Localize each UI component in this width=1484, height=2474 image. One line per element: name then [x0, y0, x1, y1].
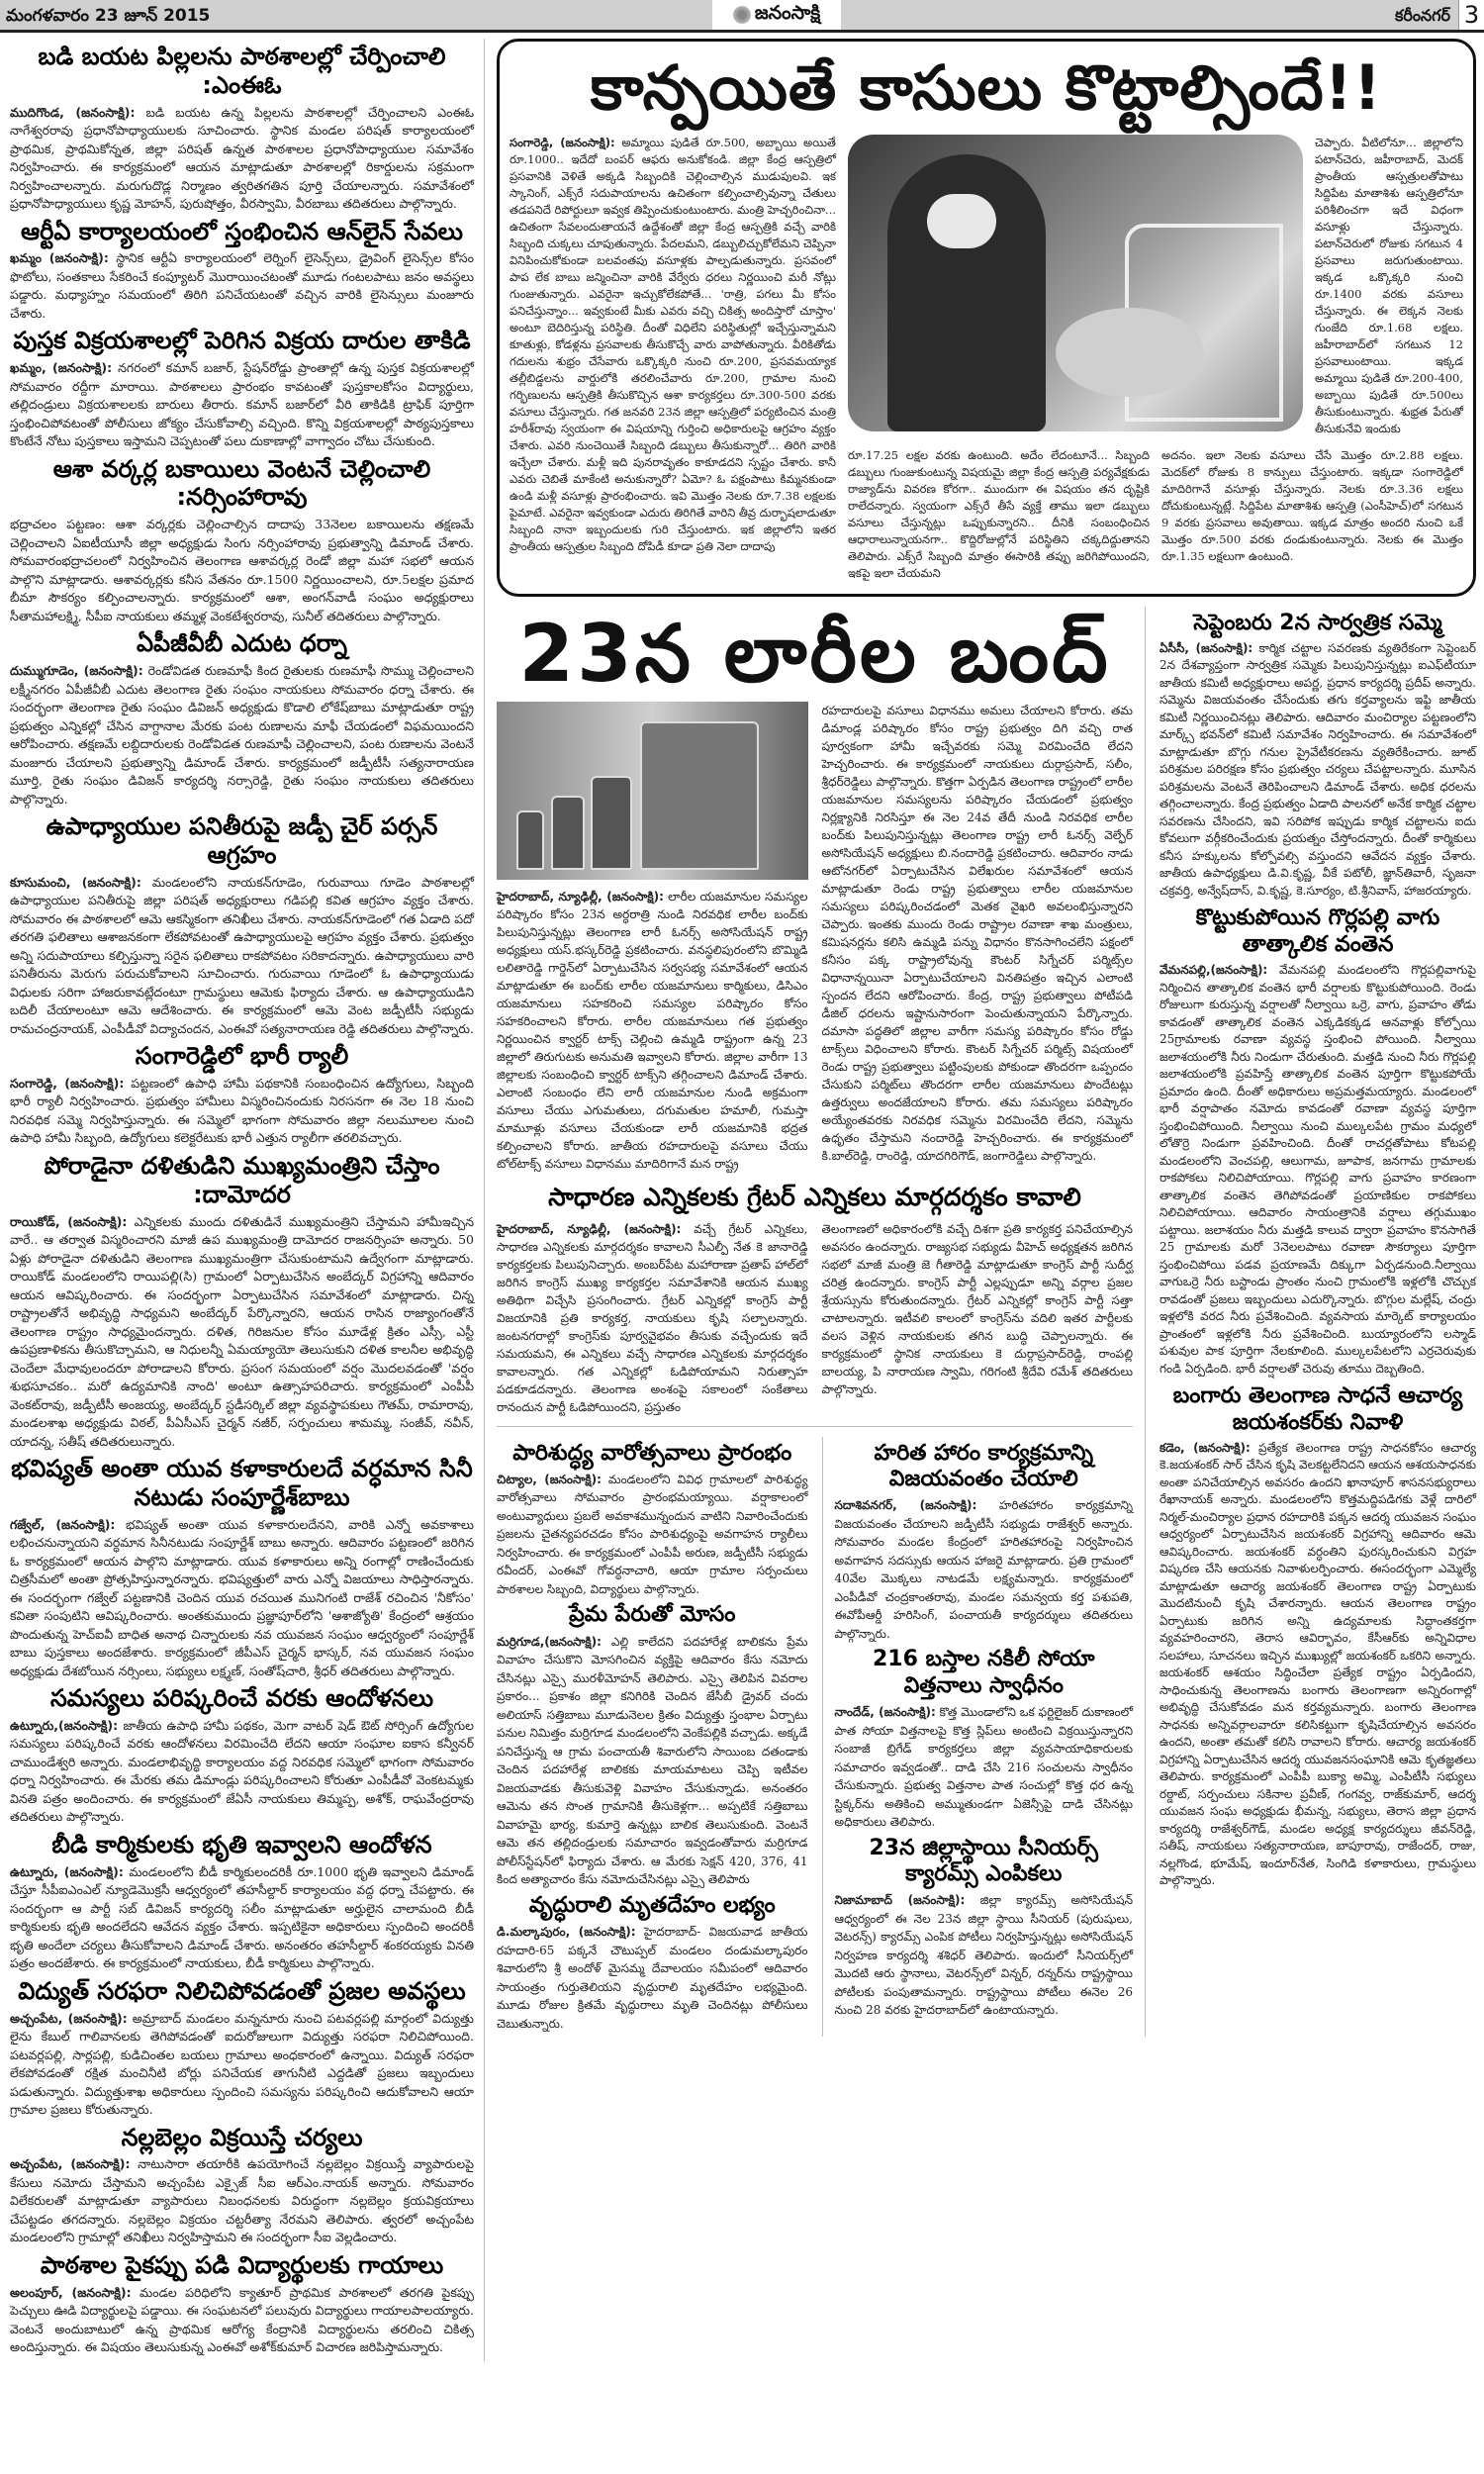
lower-left-area — [497, 607, 1146, 2038]
story-text: హైదరాబాద్- విజయవాడ జాతీయ రహదారి-65 పక్కనే చౌటుప్పల్ మండలం దండుమల్కాపురం శివారులోని శ్రీ అందోళ్ మైసమ్మ దేవాలయం సమీపంలో ఆదివారం సాయంత్రం గుర్తుతెలియని వృద్ధురాలి మృతదేహం లభ్యమైంది. మూడు రోజుల క్రితమే వృద్ధురాలు మృతి చెందినట్లు పోలీసులు చెబుతున్నారు. — [497, 1925, 808, 2031]
lead-photo — [848, 135, 1303, 431]
story-dateline: నిజామాబాద్ (జనంసాక్షి): — [834, 1893, 966, 1908]
lorry-text-1: లారీల యజమానుల సమస్యల పరిష్కారం కోసం 23న అర్ధరాత్రి నుండి నిరవధిక లారీల బంద్‌కు పిలుపునిస్తున్నట్లు తెలంగాణ లారీ ఓనర్స్ అసోసియేషన్ రాష్ట్ర అధ్యక్షులు యస్.భస్కర్‌రెడ్డి ప్రకటించారు. వనస్థలిపురంలోని బొమ్మిడి లలితారెడ్డి గార్డెన్‌లో ఏర్పాటుచేసిన సర్వసభ్య సమావేశంలో ఆయన మాట్లాడుతూ ఈ బంద్‌కు లారీల యజమానులు కార్మికులు, డిసిఎం యజమానులు సహకరించి సమస్యల పరిష్కారం కోసం సహకరించాలని కోరారు. లారీల యజమానులు గత ప్రభుత్వం నిర్ణయించిన క్వార్టర్ టాక్స్ చెల్లించి ఉమ్మడి రాష్ట్రంగా ఉన్న 23 జిల్లాలో తిరుగుటకు అనుమతి ఇవ్వాలని కోరారు. జిల్లాల వారీగా 13 జిల్లాలకు సంబంధించి క్వార్టర్ టాక్స్‌ని తగ్గించాలని డిమాండ్ చేశారు. ఎలాంటి సంబంధం లేని లారీ యజమానుల నుండి అక్రమంగా వసూలు చేయు ఎగుమతులు, దగుమతుల హమాలీ, గుమస్తా మామూళ్లు వసూలు చేయకుండా లారీ యజమానికి భద్రత కల్పించాలని కోరారు. జాతీయ రహదారులపై వసూలు చేయు టోల్‌టాక్స్ వసూలు విధానము మాదిరిగానే మన రాష్ట్ర — [497, 889, 808, 1171]
story-text: హరితహారం కార్యక్రమాన్ని విజయవంతం చేయాలని జడ్పీటీసీ సభ్యుడు రాజేశ్వర్ అన్నారు. సోమవారం మండల కేంద్రంలో హరితహారంపై నిర్వహించిన అవగాహన సదస్సుకు ఆయన హాజరై మాట్లాడారు. ప్రతి గ్రామంలో 40వేల మొక్కలు నాటడమే లక్ష్యమన్నారు. కార్యక్రమంలో ఎంపీడీవో చంద్రకాంతరావు, మండల సమన్వయ కర్త పశుపతి, ఈవోపీఆర్డీ హరిసింగ్, పంచాయతీ కార్యదర్శులు తదితరులు పాల్గొన్నారు. — [834, 1498, 1133, 1641]
greater-text-2: తెలంగాణలో అధికారంలోకి వచ్చే దిశగా ప్రతి కార్యకర్త పనిచేయాల్సిన అవసరం ఉందన్నారు. రాజ్యసభ సభ్యుడు వీహెచ్ అధ్యక్షతన జరిగిన సభలో మాజీ మంత్రి జె గీతారెడ్డి మాట్లాడుతూ కాంగ్రెస్ పార్టీ సుదీర్ఘ చరిత్ర ఉందన్నారు. కాంగ్రెస్ పార్టీ ఎల్లప్పుడూ అన్ని వర్గాల ప్రజల శ్రేయస్సును కోరుతుందన్నారు. గ్రేటర్ ఎన్నికల్లో కాంగ్రెస్ పార్టీ సత్తా చాటాలన్నారు. ఇటీవలి కాలంలో కాంగ్రెస్‌ను వదిలి ఇతర పార్టీలకు వలస వెళ్లిన నాయకులకు తగిన బుద్ధి చెప్పాలన్నారు. ఈ కార్యక్రమంలో స్థానిక నాయకులు కె దుర్గాప్రసాద్‌రెడ్డి, రాంపల్లి బాలయ్య, పి నారాయణ స్వామి, గరిగంటి శ్రీదేవి రమేశ్ తదితరులు పాల్గొన్నారు. — [821, 1221, 1133, 1396]
story-text: కార్మిక చట్టాల సవరణకు వ్యతిరేకంగా సెప్టెంబర్ 2న దేశవ్యాప్తంగా సార్వత్రిక సమ్మెకు పిలుపునిస్తున్నట్లు ఐఎఫ్‌టీయూ జాతీయ కమిటీ అధ్యక్షురాలు అపర్ణ, ప్రధాన కార్యదర్శి ప్రదీప్ అన్నారు. సమ్మెను విజయవంతం చేసేందుకు తగు కర్తవ్యాలను ఇఫ్టి జాతీయ కమిటీ నిర్ణయించినట్లు తెలిపారు. ఆదివారం మంచిర్యాల పట్టణంలోని మార్క్స్ భవన్‌లో కమిటీ సమావేశం నిర్వహించారు. ఈ సమావేశంలో మాట్లాడుతూ బొగ్గు గనుల ప్రైవేటీకరణను వ్యతిరేకించారు. జూట్ పరిశ్రమల పరిరక్షణ కోసం ప్రభుత్వం చర్యలు చేపట్టాలన్నారు. మూసిన పరిశ్రమలను వెంటనే తెరిపించాలని డిమాండ్ చేశారు. అధిక ధరలను తగ్గించాలన్నారు. కేంద్ర ప్రభుత్వం ఏడాది పాలనలో అనేక కార్మిక చట్టాల సవరణను చేసిందని, ఇవి సరిపోక ఇప్పుడు కార్మిక చట్టాలను ఐదు కోవలుగా వర్గీకరించేందుకు ప్రయత్నం చేస్తోందన్నారు. దీంతో కార్మికులు కనీస హక్కులను కోల్పోవల్సి వస్తుందని ఆవేదన వ్యక్తం చేశారు. జాతీయ ఉపాధ్యక్షులు డి.వి.కృష్ణ, వీకే పటోలీ, జ్ఞాన్‌తివారీ, సృజనా చక్రవర్తి, అన్వేష్‌దాస్, వి.కృష్ణ, కె.సూర్యం, టి.శ్రీనివాస్, హాజరయ్యారు. — [1159, 640, 1476, 898]
masthead — [712, 0, 841, 30]
story-headline: సెప్టెంబరు 2న సార్వత్రిక సమ్మె — [1193, 610, 1442, 635]
mini-columns — [497, 1437, 1133, 2038]
face-mask — [927, 194, 996, 248]
news-story — [10, 1977, 474, 2120]
lead-text-4: అదనం. ఇలా నెలకు వసూలు చేసే మొత్తం రూ.2.88 లక్షలు. మెదక్‌లో రోజుకు 8 కాన్పులు చేస్తుంటారు. ఇక్కడా సంగారెడ్డిలో మాదిరిగానే వసూళ్లు చేస్తున్నారు. నెలకు రూ.3.36 లక్షలు దోచుకుంటున్నట్లే. సిద్దిపేట మాతాశిశు ఆస్పత్రి (ఎంసీహెచ్)లో సగటున 9 వరకు ప్రసవాలు అవుతాయి. ఇక్కడ మాత్రం అందరి నుంచి ఒకే మొత్తం రూ.500 వరకు దండుకుంటున్నారు. నెలకు ఈ మొత్తం రూ.1.35 లక్షలుగా ఉంటుంది. — [1161, 447, 1463, 563]
lorry-headline: 23న లారీల బంద్ — [518, 607, 1111, 700]
story-dateline: సంగారెడ్డి, (జనంసాక్షి): — [10, 1075, 125, 1091]
news-story — [835, 1441, 1134, 1644]
story-text: రెండోవిడత రుణమాఫీ కింద రైతులకు రుణమాఫీ సొమ్ము చెల్లించాలని లక్ష్మీనగరం ఏపీజీవీబీ ఎదుట తెలంగాణ రైతు సంఘం నాయకులు సోమవారం ధర్నా చేశారు. ఈ సందర్భంగా తెలంగాణ రైతు సంఘం డివిజన్ అధ్యక్షుడు కొడాలి లోకేష్‌బాబు మాట్లాడుతూ రాష్ట్ర ప్రభుత్వం ఎన్నికల్లో చేసిన వాగ్దానాల మేరకు పంట రుణాలను మాఫీ చేయడంలో విఫమయిందని ఆరోపించారు. తక్షణమే లబ్దిదారులకు రెండోవిడత రుణమాఫీ చెల్లించాలని, పంట రుణాలను వెంటనే మంజూరు చేయాలని ప్రభుత్వాన్ని డిమాండ్ చేశారు. కార్యక్రమంలో జడ్పీటీసీ సత్యనారాయణ మూర్తి, రైతు సంఘం డివిజన్ కార్యదర్శి నర్సారెడ్డి, రైతు సంఘం నాయకులు తదితరులు పాల్గొన్నారు. — [10, 663, 474, 807]
truck-shape — [640, 721, 759, 870]
page-number: 3 — [1458, 0, 1484, 30]
lead-story-col-1 — [510, 135, 836, 582]
mini-column-2 — [822, 1437, 1134, 2038]
story-body — [10, 1075, 474, 1148]
story-body — [10, 2155, 474, 2247]
story-text: జాతీయ ఉపాధి హామీ పథకం, మెగా వాటర్ షెడ్ ఔట్ సోర్సింగ్ ఉద్యోగుల సమస్యలు పరిష్కరించే వరకు ఆందోళనలు విరమించేది లేదని ఆయా సంఘాల ఐకాస కన్వీనర్ చాముండేశ్వరి అన్నారు. మండలాభివృద్ధి కార్యాలయం వద్ద నిరవధిక సమ్మెలో భాగంగా సోమవారం ధర్నా నిర్వహించారు. ఈ మేరకు తమ డిమాండ్లు పరిష్కరించాలని కోరుతూ ఎంపీడీవో వెంకటమ్మకు వినతి పత్రం అందించారు. ఈ కార్యక్రమంలో జేఏసీ నాయకులు తిమ్మప్ప, అశోక్, రాఘవేంద్రరావు తదితరులు పాల్గొన్నారు. — [10, 1717, 474, 1825]
lorry-story — [497, 607, 1133, 1173]
story-body — [497, 1923, 808, 2033]
page-body — [0, 33, 1484, 2381]
news-story — [10, 1455, 474, 1680]
story-headline: 216 బస్తాల నకిలీ సోయా విత్తనాలు స్వాధీనం — [873, 1647, 1095, 1698]
greater-story — [497, 1183, 1133, 1416]
story-dateline: రాయికోడ్, (జనంసాక్షి): — [10, 1213, 128, 1229]
lower-area — [497, 607, 1476, 2038]
story-dateline: కడెం, (జనంసాక్షి): — [1159, 1440, 1251, 1455]
story-body — [10, 2010, 474, 2120]
story-text: భద్రాచలం పట్టణం: ఆశా వర్కర్లకు చెల్లించాల్సిన దాదాపు 33నెలల బకాయిలను తక్షణమే చెల్లించాలని ఏఐటీయూసీ జిల్లా అధ్యక్షుడు సింగు నర్సింహారావు ప్రభుత్వాన్ని డిమాండ్ చేశారు. సోమవారంభద్రాచలంలో నిర్వహించిన తెలంగాణ ఆశావర్కర్ల రెండో జిల్లా మహా సభలో ఆయన పాల్గొని మాట్లాడారు. ఆశావర్కర్లకు కనీస వేతనం రూ.1500 నిర్ణయించాలని, రూ.5లక్షల ప్రమాద బీమా సౌకర్యం కల్పించాలన్నారు. కార్యక్రమంలో ఆశా, అంగన్‌వాడీ సంఘం అధ్యక్షురాలు సీతామహాలక్ష్మి, సీపీఐ నాయకులు తమ్మళ్ల వెంకటేశ్వరరావు, సునీల్ తదితరులు పాల్గొన్నారు. — [10, 517, 474, 623]
left-column — [10, 39, 485, 2361]
news-story — [10, 629, 474, 809]
story-headline: బంగారు తెలంగాణ సాధనే ఆచార్య జయశంకర్‌కు నివాళి — [1172, 1383, 1463, 1435]
story-body — [1159, 962, 1476, 1378]
greater-text-1: వచ్చే గ్రేటర్ ఎన్నికలు, సాధారణ ఎన్నికలకు మార్గదర్శకం కావాలని సీఎల్పీ నేత కె జానారెడ్డి కార్యకర్తలకు పిలుపునిచ్చారు. అంబర్‌పేట మహారాణా ప్రతాప్ హాల్‌లో జరిగిన కాంగ్రెస్ ముఖ్య కార్యకర్తల సమావేశానికి ఆయన ముఖ్య అతిథిగా విచ్చేసి ప్రసంగించారు. గ్రేటర్ ఎన్నికల్లో కాంగ్రెస్ పార్టీ విజయానికి ప్రతి కార్యకర్త, నాయకులు కృషి సల్పాలన్నారు. జంటనగరాల్లో కాంగ్రెస్‌కు పూర్వవైభవం తీసుకు వచ్చేందుకు ఇదే సమయమని, ఈ ఎన్నికలు వచ్చే సాధారణ ఎన్నికలకు మార్గదర్శకం కావాలన్నారు. గత ఎన్నికల్లో ఓడిపోయామని నిరుత్సాహ పడకూడదన్నారు. తెలంగాణ అంశంపై సకాలంలో సంకేతాలు రానందున పార్టీ ఓడిపోయిందని, ప్రస్తుతం — [497, 1221, 808, 1414]
story-dateline: గజ్వేల్, (జనంసాక్షి): — [10, 1516, 116, 1532]
truck-shape — [516, 810, 544, 870]
story-text: వేమనపల్లి మండలంలోని గొర్లపల్లివాగుపై నిర్మించిన తాత్కాలిక వంతెన భారీ వర్షాలకు కొట్టుకుపోయింది. రెండు రోజులుగా కురుస్తున్న వర్షాలతో నీల్వాయి ఒర్రె, వాగు, ప్రవాహం తోడు కావడంతో తాత్కాలిక వంతెన ఎక్కడికక్కడ ఆనవాళ్లు కోల్పోయి 25గ్రామాలకు రవాణా వ్యవస్థ స్తంభించి పోయింది. నీల్వాయి జలాశయంలోకి నీరు నిండుగా చేరుతుంది. మత్తడి నుంచి నీరు గొర్లపల్లి జలాశయంలోకి ప్రవహిస్తే తాత్కాలిక వంతెన పూర్తిగా కొట్టుకపోయే ప్రమాదం ఉంది. దీంతో అధికారులు అప్రమత్తమయ్యారు. మండలంలో భారీ వర్షాపాతం నమోదు కావడంతో రవాణా వ్యవస్థ పూర్తిగా స్తంభించిపోయింది. నీల్వాయి నుంచి ముల్కలపేట గ్రామం మధ్యలో లోతొర్రె నిండుగా ప్రవహించింది. దీంతో రాచర్లతోపాటు కోటపల్లి మండలంలోని వెంచపల్లి, ఆలుగామ, జూపాక, జనగామ గ్రామాలకు రాకపోకలు నిలిచిపోయాయి. గొర్లపల్లి వాగు ప్రవాహం కారణంగా తాత్కాలిక వంతెన తెగిపోవడంతో ప్రయాణికుల రాకపోకలు నిలిచిపోయాయి. ఆదివారం సాయంత్రానికి వర్షాలు తగ్గుముఖం పట్టాయి. జలాశయం నీరు మత్తడి కాలువ ద్వారా ప్రవాహం కొనసాగితే 25 గ్రామాలకు మరో 3నెలలపాటు రవాణా సౌకర్యాలు పూర్తిగా స్తంభించిపోయి పడవ ప్రయాణమే దిక్కుగా ఏర్పడనుంది.నీల్వాయి వాగుఒర్రె నీరు బస్టాండు ప్రాంతం నుంచి గ్రామంలోకి ఇళ్లలోకి చొచ్చుక రావడంతో ప్రజలు ఇబ్బందులు ఎదుర్కొన్నారు. బొగ్గుల మల్లేష్, చంద్రు ఇళ్లలోకి వరద నీరు ప్రవేశించింది. వ్యవసాయ మార్కెట్ కార్యాలయం ప్రాంతంలో ఇళ్లలోకి నీరు ప్రవేశించింది. బుయ్యారంలోని లస్మాడ్ పశువుల పాక పూర్తిగా నేలకూలింది. ముల్కలపేటలోని ఎర్రచెరువుకు గండి ఏర్పడింది. భారీ వర్షాలతో చెరువు తూము దెబ్బతింది. — [1159, 963, 1476, 1376]
lead-headline: కాన్పయితే కాసులు కొట్టాల్సిందే!! — [590, 51, 1383, 124]
news-story — [10, 812, 474, 1038]
story-headline: బడి బయట పిల్లలను పాఠశాలల్లో చేర్పించాలి :ఎంఈఓ — [38, 43, 446, 99]
story-text: కొత్త మొండాలోని ఒక ఫర్టిలైజర్ దుకాణంలో పాత సోయా విత్తనాలపై కొత్త స్లిప్‌లు అంటించి విక్రయిస్తున్నారని సంబాజీ బ్రిగేడ్ కార్యకర్తలు జిల్లా వ్యవసాయాధికారులకు సమాచారం ఇవ్వడంతో.. దాడి చేసి 216 సంచులను స్వాధీనం చేసుకున్నారు. ప్రభుత్వ విత్తనాల పాత సంచుల్లో కొత్త ధర ఉన్న స్టిక్కర్‌ను అతికించి అమ్ముతుండగా ఏజెన్సీపై దాడి చేసినట్లు అధికారులు తెలిపారు. — [834, 1705, 1133, 1830]
lead-story-top — [848, 135, 1463, 437]
story-text: బడి బయట ఉన్న పిల్లలను పాఠశాలల్లో చేర్పించాలని ఎంఈఓ నాగేశ్వరరావు ప్రధానోపాధ్యాయులకు సూచించారు. స్థానిక మండల పరిషత్ కార్యాలయంలో ప్రాథమిక, ప్రాథమికోన్నత, జిల్లా పరిషత్ ఉన్నత పాఠశాలల ప్రధానోపాధ్యాయుల సమావేశం నిర్వహించారు. ఈ కార్యక్రమంలో ఆయన మాట్లాడుతూ పాఠశాలల్లో రికార్డులను సక్రమంగా నిర్వహించాలన్నారు. మరుగుదొడ్ల నిర్మాణం త్వరితగతిన పూర్తి చేయాలన్నారు. సమావేశంలో ప్రధానోపాధ్యాయులు కృష్ణ మోహన్, పురుషోత్తం, వీరస్వామి, వీరబాబు తదితరులు పాల్గొన్నారు. — [10, 104, 475, 212]
lorry-story-grid — [497, 702, 1133, 1173]
news-story — [497, 1441, 808, 1599]
news-story — [10, 1042, 474, 1148]
news-story — [1159, 611, 1476, 901]
story-dateline: కూసుమంచి, (జనంసాక్షి): — [10, 874, 141, 890]
story-headline: ప్రేమ పేరుతో మోసం — [569, 1602, 736, 1628]
story-headline: పాఠశాల పైకప్పు పడి విద్యార్థులకు గాయాలు — [40, 2250, 444, 2279]
story-dateline: అచ్చంపేట, (జనంసాక్షి): — [10, 2156, 131, 2172]
story-headline: పుస్తక విక్రయశాలల్లో పెరిగిన విక్రయ దారుల తాకిడి — [13, 327, 471, 355]
story-dateline: ఖమ్మం (జనంసాక్షి): — [10, 250, 109, 266]
story-dateline: ఖమ్మం, (జనంసాక్షి): — [10, 360, 113, 376]
story-body — [10, 2284, 474, 2357]
story-body — [497, 1633, 808, 1889]
mini-column-1 — [497, 1437, 808, 2038]
truck-shape — [591, 776, 632, 870]
news-story — [10, 218, 474, 324]
lead-story-col-4 — [1161, 447, 1463, 582]
lorry-story-col-1 — [497, 702, 808, 1173]
main-area — [485, 39, 1476, 2037]
story-body — [10, 359, 474, 451]
story-dateline: దుమ్ముగూడెం, (జనంసాక్షి): — [10, 663, 143, 679]
story-dateline: వేమనపల్లి,(జనంసాక్షి): — [1159, 963, 1268, 978]
story-headline: పోరాడైనా దళితుడిని ముఖ్యమంత్రిని చేస్తాం :దామోదర — [44, 1151, 440, 1208]
story-headline: ఉపాధ్యాయుల పనితీరుపై జడ్పీ చైర్ పర్సన్ ఆగ్రహం — [46, 812, 438, 869]
story-text: మండలంలోని వివిధ గ్రామాలలో పారిశుద్ధ్య వారోత్సవాలు సోమవారం ప్రారంభమయ్యాయి. వర్షాకాలంలో అంటువ్యాధులు ప్రబలే అవకాశమున్నందున వాటిని నివారించేందుకు ప్రజలను చైతన్యపరచడం కోసం పారిశుధ్యంపై అవగాహన ర్యాలీలు నిర్వహించారు. ఈ కార్యక్రమంలో ఎంపీపీ అరుణ, జడ్పీటీసీ సభ్యుడు రవీందర్, ఎంఈవో గోవర్ధనాచారి, ఆయా గ్రామాల సర్పంచులు పాఠశాలల సిబ్బంది, విద్యార్థులు పాల్గొన్నారు. — [497, 1472, 808, 1596]
story-body — [10, 104, 474, 214]
story-body — [10, 249, 474, 323]
news-story — [10, 2251, 474, 2357]
story-headline: విద్యుత్ సరఫరా నిలిచిపోవడంతో ప్రజల అవస్థలు — [18, 1976, 466, 2005]
lead-story-right — [848, 135, 1463, 582]
story-body — [10, 874, 474, 1039]
lead-text-3: చెప్పారు. వీటిలోనూ... జిల్లాలోని పటాన్‌చెరు, జహీరాబాద్, మెదక్ ప్రాంతీయ ఆస్పత్రులతోపాటు సిద్దిపేట మాతాశిశు ఆస్పత్రిలోనూ పరిశీలించగా ఇదే విధంగా వసూళ్లు చేస్తున్నారు. పటాన్‌చెరులో రోజుకు సగటున 4 ప్రసవాలు జరుగుతుంటాయి. ఇక్కడ ఒక్కొక్కరి నుంచి రూ.1400 వరకు వసూలు చేస్తున్నారు. ఈ లెక్కన నెలకు గుంజేది రూ.1.68 లక్షలు. జహీరాబాద్‌లో సగటున 12 ప్రసవాలుంటాయి. ఇక్కడ అమ్మాయి పుడితే రూ.200-400, అబ్బాయి పుడితే రూ.500లు తీసుకుంటున్నారు. శుభ్రత పేరుతో తీసుకునేవి ఇందుకు — [1315, 135, 1463, 435]
story-body — [10, 1717, 474, 1827]
greater-headline — [497, 1183, 1133, 1212]
story-headline: సంగారెడ్డిలో భారీ ర్యాలీ — [135, 1042, 349, 1071]
masthead-logo-icon — [733, 6, 751, 24]
story-body — [10, 516, 474, 625]
story-body — [835, 1891, 1134, 2020]
page-header — [0, 0, 1484, 33]
news-story — [10, 1831, 474, 1973]
story-dateline: ముదిగొండ, (జనంసాక్షి): — [10, 104, 136, 120]
story-headline: ఏపీజీవీబీ ఎదుట ధర్నా — [136, 629, 347, 658]
truck-shape — [551, 796, 585, 870]
news-story — [497, 1893, 808, 2033]
story-text: ఎల్లి కాలేదని పదహారేళ్ల బాలికను ప్రేమ వివాహం చేసుకొని మోసగించిన వ్యక్తిపై ఆదివారం కేసు నమోదు చేసినట్లు ఎస్సై మురళీమోహన్ తెలిపారు. ఎస్సై తెలిపిన వివరాల ప్రకారం... ప్రకాశం జిల్లా కనిగిరికి చెందిన జేసీబీ డ్రైవర్ చందు అలియాస్ సత్తిబాబు మూడునెలల క్రితం విద్యుత్తు స్తంభాల ఏర్పాటు పనుల నిమిత్తం మర్రిగూడ మండలంలోని వెంకేపల్లికి వచ్చాడు. అక్కడే పనిచేస్తున్న ఆ గ్రామ పంచాయతీ శివారులోని సాయింబ దతండాకు చెందిన పదహారేళ్ల బాలికకు మాయమాటలు చెప్పి ఇటీవల విజయవాడకు తీసుకువెళ్లి వివాహం చేసుకున్నాడు. అనంతరం ఆమెను తన సొంత గ్రామానికి తీసుకెళ్లగా... అప్పటికే సత్తిబాబు వివాహమై భార్య, కుమార్తె ఉన్నట్లు బాలిక తెలుసుకుంది. వెంటనే ఆమె తన తల్లిదండ్రులకు సమాచారం ఇవ్వడంతోవారు మర్రిగూడ పోలీస్‌స్టేషన్‌లో ఫిర్యాదు చేశారు. ఆ మేరకు సెక్షన్ 420, 376, 41 కింద అత్యాచారం కేసు నమోదుచేసినట్లు ఎస్సై తెలిపారు — [497, 1634, 808, 1887]
story-headline: బీడి కార్మికులకు భృతి ఇవ్వాలని ఆందోళన — [51, 1830, 432, 1858]
greater-headline-text: సాధారణ ఎన్నికలకు గ్రేటర్ ఎన్నికలు మార్గదర్శకం కావాలి — [548, 1182, 1081, 1211]
story-body — [1159, 640, 1476, 901]
story-text: మండల పరిధిలోని క్యాతూర్ ప్రాథమిక పాఠశాలలో తరగతి పైకప్పు పెచ్చులు ఊడి విద్యార్థులపై పడ్డాయి. ఈ సంఘటనలో పలువురు విద్యార్థులు గాయాలపాలయ్యారు. వెంటనే అందుబాటులో ఉన్న ప్రాథమిక ఆరోగ్య కేంద్రానికి విద్యార్థులను తరలించి చికిత్స అందిస్తున్నారు. ఈ విషయం తెలుసుకున్న ఎంఈవో అశోక్‌కుమార్ విచారణ జరిపిస్తామన్నారు. — [10, 2284, 474, 2355]
story-dateline: డి.మల్కాపురం, (జనంసాక్షి): — [497, 1925, 636, 1940]
news-story — [497, 1602, 808, 1888]
story-dateline: ఏసీసీ, (జనంసాక్షి): — [1159, 640, 1253, 655]
story-body — [497, 1471, 808, 1599]
story-headline: వృద్ధురాలి మృతదేహం లభ్యం — [528, 1892, 776, 1918]
newborn — [1056, 308, 1204, 397]
story-body — [835, 1703, 1134, 1832]
story-text: ప్రత్యేక తెలంగాణ రాష్ట్ర సాధనకోసం ఆచార్య కె.జయశంకర్ సార్ చేసిన కృషి వెలకట్టలేనిదని ఆయన ఆశయసాధనకు అంతా పనిచేయాల్సిన అవసరం ఉందని ఖానాపూర్ శాసనసభ్యురాలు రేఖానాయక్ అన్నారు. మండలంలోని కొత్తమద్దిపడిగకు వెళ్లే దారిలో నిర్మల్-మంచిర్యాల ప్రధాన రహదారికి పక్కన ఆదర్శ యువజన సంఘం ఆధ్వర్యంలో ఏర్పాటుచేసిన జయశంకర్ విగ్రహాన్ని ఆదివారం ఆమె ఆవిష్కరించారు. జయశంకర్ వర్ధంతిని పురస్కరించుకుని విగ్రహ విష్కరణ చేసి ఆయనకు నివాళులర్పించారు. ఈసందర్భంగా ఎమ్మెల్యే మాట్లాడుతూ ఆచార్య జయశంకర్ తెలంగాణ రాష్ట్ర ఏర్పాటుకు మొదటినుంచీ కృషి చేశారన్నారు. ఆయన తెలంగాణ రాష్ట్రం ఏర్పాటుకు జరిగిన అన్ని ఉద్యమాలకు సిద్ధాంతకర్తగా వ్యవహరించారని, తెరాస ఆవిర్భావం, కేసీఆర్‌కు అన్నివిధాల సలహాలు, సూచనలు ఇచ్చిన ముఖ్యుల్లో జయశంకర్ ఒకరిని అన్నారు. జయశంకర్ ఆశయం సిద్ధించేలా ప్రత్యేక రాష్ట్రం ఏర్పడిందని, సాధించుకున్న తెలంగాణను బంగారు తెలంగాణగా అన్నిరంగాల్లో అభివృద్ధి చేసుకోవడం మన కర్తవ్యమన్నారు. బంగారు తెలంగాణ సాధనకు అన్నివర్గాలవారూ కలిసికట్టుగా కృషిచేయాల్సిన అవసరం ఉందని, అంతా తమతో కలిసి రావాలని కోరారు. ఆచార్య జయశంకర్ విగ్రహాన్ని ఏర్పాటుచేసిన ఆదర్శ యువజనసంఘానికి ఆమె కృతజ్ఞతలు తెలిపారు. కార్యక్రమంలో ఎంపీపీ బుక్యా అమ్మి, ఎంపీటీసీ సభ్యులు రఠ్డాట్, సర్పంచులు సకినాల ప్రవీణ్, గంగవ్వ, రాజ్‌కుమార్, ఆదర్శ యువజన సంఘ అధ్యక్షుడు భీమన్న, సభ్యులు, తెరాస జిల్లా ప్రధాన కార్యదర్శి రాజేశ్వర్‌గౌడ్, మండల అధ్యక్ష కార్యదర్శులు జీవన్‌రెడ్డి, సతీష్, నాయకులు సత్యనారాయణ, బాపూరావు, రాజేందర్, రాజు, నల్లగొండ, భూమేష్, ఇందూర్‌నేత, సింగిడి కళాకారులు, గ్రామస్థులు పాల్గొన్నారు. — [1159, 1440, 1476, 1888]
lead-story-box — [497, 39, 1476, 597]
lorry-photo — [497, 702, 808, 880]
story-text: పట్టణంలో ఉపాధి హామీ పథకానికి సంబంధించిన ఉద్యోగులు, సిబ్బంది భారీ ర్యాలీ నిర్వహించారు. ప్రభుత్వం హామీలు విస్మరించినందుకు నిరసనగా ఈ నెల 18 నుంచి నిరవధిక సమ్మె నిర్వహిస్తున్నారు. ఈ సమ్మెలో భాగంగా సోమవారం జిల్లా నలుమూలల నుంచి ఉపాధి హామీ సిబ్బంది, ఉద్యోగులు కలెక్టరేటుకు భారీ ఎత్తున ర్యాలీగా తరలివచ్చారు. — [10, 1075, 474, 1146]
story-body — [1159, 1440, 1476, 1890]
story-dateline: అచ్చంపేట, (జనంసాక్షి): — [10, 2010, 128, 2026]
story-dateline: నాందేడ్, (జనంసాక్షి): — [834, 1705, 936, 1720]
issue-date: మంగళవారం 23 జూన్ 2015 — [6, 6, 211, 26]
lorry-story-col-2 — [822, 702, 1134, 1173]
news-story — [10, 327, 474, 450]
story-headline: 23న జిల్లాస్థాయి సీనియర్స్ క్యారమ్స్ ఎంపికలు — [869, 1835, 1098, 1886]
section-divider — [497, 1426, 1133, 1427]
story-dateline: ఉట్నూరు,(జనంసాక్షి): — [10, 1717, 119, 1733]
story-dateline: మర్రిగూడ,(జనంసాక్షి): — [497, 1634, 602, 1649]
story-text: నాటుసారా తయారీకి ఉపయోగించే నల్లబెల్లం విక్రయిస్తే వ్యాపారులపై కేసులు నమోదు చేస్తామని అచ్చంపేట ఎక్సైజ్ సీఐ ఆర్‌ఎం.నాయక్ అన్నారు. సోమవారం విలేకరులతో మాట్లాడుతూ వ్యాపారులు నిబంధనలకు విరుద్ధంగా నల్లబెల్లం క్రయవిక్రయాలు చేపట్టడం తగదన్నారు. నల్లబెల్లం విక్రయం చట్టరీత్యా నేరమని తెలిపారు. త్వరలో అచ్చంపేట మండలంలోని గ్రామాల్లో తనిఖీలు నిర్వహిస్తామని ఈ సందర్భంగా సీఐ వెల్లడించారు. — [10, 2156, 474, 2245]
masthead-title: జనంసాక్షి — [754, 1, 821, 24]
story-body — [10, 1213, 474, 1452]
story-headline: పారిశుద్ధ్య వారోత్సవాలు ప్రారంభం — [512, 1440, 792, 1466]
story-dateline: అలంపూర్, (జనంసాక్షి): — [10, 2284, 132, 2300]
lead-story-grid — [510, 135, 1463, 582]
lead-text-1: అమ్మాయి పుడితే రూ.500, అబ్బాయి అయితే రూ.1000.. ఇదేదో బంపర్ ఆఫరు అనుకోకండి. జిల్లా కేంద్ర ఆస్పత్రిలో ప్రసవానికి వెళితే అక్కడి సిబ్బందికి చెల్లించాల్సిన ముడుపులవి. ఇక స్కానింగ్, ఎక్స్‌రే సదుపాయాలను ఉచితంగా కల్పించాల్సివున్నా చేతులు తడపనిదే రిపోర్టులూ ఇవ్వక తిప్పించుకుంటుంటారు. మంత్రి హెచ్చరించినా... ఉచితంగా సేవలందుతాయనే ఉద్దేశంతో జిల్లా కేంద్ర ఆస్పత్రికి వచ్చే వారికి సిబ్బంది చుక్కలు చూపుతున్నారు. పేదలమని, డబ్బులిచ్చుకోలేమని చెప్పినా వినిపించుకోకుండా బలవంతపు వసూళ్లకు పాల్పడుతున్నారు. ప్రసవంలో పాప లేక బాబు జన్మించినా వారికి వేర్వేరు ధరలు నిర్ణయించి మరీ నోట్లు గుంజుతున్నారు. ఎవరైనా ఇచ్చుకోలేకపోతే... 'రాత్రి, పగలు మీ కోసం పనిచేస్తున్నాం... ఇవ్వకుంటే మీకు ఎవరు వచ్చి చికిత్స అందిస్తారో చూస్తాం' అంటూ బెదిరిస్తున్న పరిస్థితి. దీంతో విధిలేని పరిస్థితుల్లో ఇచ్చేస్తున్నామని కూతుళ్లు, కోడళ్లను ప్రసవాలకు తీసుకొచ్చే వారు వాపోతున్నారు. వీరికితోడు గదులను శుభ్రం చేసేవారు ఒక్కొక్కరి నుంచి రూ.200, ప్రసవమయ్యాక తల్లీబిడ్డలను వార్డులోకి తరలించేవారు రూ.200, గ్రామాల నుంచి గర్భిణులను ఆస్పత్రికి తీసుకొచ్చిన ఆశా కార్యకర్తలు రూ.300-500 వరకు వసూలు చేస్తున్నారు. గత జనవరి 23న జిల్లా ఆస్పత్రిలో పర్యటించిన మంత్రి హరీశ్‌రావు స్వయంగా ఈ విషయాన్ని గుర్తించి అధికారులపై ఆగ్రహం వ్యక్తం చేశారు. ఎవరి నుంచెయితే సిబ్బంది డబ్బులు తీసుకున్నారో... తిరిగి వారికి ఇచ్చేలా చేశారు. మళ్లీ ఇది పునరావృతం కాకూడదని స్పష్టం చేశారు. కానీ ఎవరు చెబితే మాకేంటి అనుకున్నారో? ఏమో? ఓ పక్షంపాటు కిమ్మనకుండా ఉండి మళ్లీ వసూళ్లు ప్రారంభించారు. ఇవి మొత్తం నెలకు రూ.7.38 లక్షలకు పైమాటే. ఎవరైనా ఇవ్వకుండా ఎదురు తిరిగితే వారిని తీవ్ర దుర్భాషలాడుతూ సిబ్బంది నానా ఇబ్బందులకు గురి చేస్తుంటారు. ఇక జిల్లాలోని ఇతర ప్రాంతీయ ఆస్పత్రుల సిబ్బంది దోపిడీ కూడా ప్రతి నెలా దాదాపు — [510, 135, 836, 553]
story-text: మండలంలోని బీడీ కార్మికులందరికీ రూ.1000 భృతి ఇవ్వాలని డిమాండ్ చేస్తూ సీపీఐఎంఎల్ న్యూడెమొక్రసీ ఆధ్వర్యంలో తహసీల్దార్ కార్యాలయం వద్ద ధర్నా చేపట్టారు. ఈ సందర్భంగా ఆ పార్టీ సబ్ డివిజన్ కార్యదర్శి సలీం మాట్లాడుతూ అర్హులైన చాలామంది బీడీ కార్మికులకు భృతి అందలేదని ఆవేదన వ్యక్తం చేశారు. ఇప్పటికైనా అధికారులు స్పందించి అందరికీ భృతి అందేలా చర్యలు తీసుకోవాలని డిమాండ్ చేశారు. అనంతరం తహసీల్దార్ శంకరయ్యకు వినతి పత్రం అందజేశారు. ఈ కార్యక్రమంలో నాయకులు, బీడీ కార్మికులు పాల్గొన్నారు. — [10, 1863, 474, 1971]
lorry-dateline: హైదరాబాద్, న్యూఢిల్లీ, (జనంసాక్షి): — [497, 889, 664, 904]
greater-story-col-1 — [497, 1220, 808, 1416]
story-text: అమ్రాబాద్ మండలం మన్ననూరు నుంచి పటవర్లపల్లి మార్గంలో విద్యుత్తు లైను కేబుల్ గాలివానలకు తెగిపోవడంతో ఐదురోజులుగా విద్యుత్తు సరఫరా నిలిచిపోయింది. పటవర్లపల్లి, సార్లపల్లి, కుడిచింతల బయలు గ్రామాలు అంధకారంలో ఉన్నాయి. విద్యుత్ సరఫరా లేకపోవడంతో రక్షిత మంచినీటి బోర్లు పనిచేయక తాగునీటి ఎద్దడితో ప్రజలు ఇబ్బందులు పడుతున్నారు. విద్యుత్తుశాఖ అధికారులు స్పందించి సమస్యను పరిష్కరించి ఆదుకోవాలని ఆయా గ్రామాల ప్రజలు కోరుతున్నారు. — [10, 2010, 474, 2118]
story-text: జిల్లా క్యారమ్స్ అసోసియేషన్ ఆధ్వర్యంలో ఈ నెల 23న జిల్లా స్థాయి సీనియర్ (పురుషులు, వెటరన్స్) క్యారమ్స్ ఎంపిక పోటీలు నిర్వహిస్తున్నట్లు అసోసియేషన్ నిర్వహణ కార్యదర్శి శశిధర్ తెలిపారు. ఇందులో సీనియర్స్‌లో మొదటి ఆరు స్థానాలు, వెటరన్స్‌లో విన్నర్, రన్నర్‌ను రాష్ట్రస్థాయి పోటీలకు పంపుతామన్నారు. రాష్ట్రస్థాయి పోటీలు ఈనెల 26 నుంచి 28 వరకు హైదరాబాద్‌లో ఉంటాయన్నారు. — [834, 1893, 1133, 2018]
story-headline: కొట్టుకుపోయిన గొర్లపల్లి వాగు తాత్కాలిక వంతెన — [1195, 905, 1440, 957]
story-headline: సమస్యలు పరిష్కరించే వరకు ఆందోళనలు — [49, 1684, 434, 1713]
lead-dateline: సంగారెడ్డి, (జనంసాక్షి): — [510, 135, 615, 149]
lead-story-bottom — [848, 447, 1463, 582]
story-headline: ఆర్టీఏ కార్యాలయంలో స్తంభించిన ఆన్‌లైన్ సేవలు — [21, 217, 463, 245]
story-body — [10, 662, 474, 809]
story-dateline: ఉట్నూరు, (జనంసాక్షి): — [10, 1863, 124, 1879]
right-column — [1159, 607, 1476, 1896]
story-headline: ఆశా వర్కర్ల బకాయిలు వెంటనే చెల్లించాలి :నర్సింహారావు — [52, 454, 431, 512]
news-story — [1159, 905, 1476, 1378]
lead-story-col-2 — [848, 447, 1150, 582]
story-text: స్థానిక ఆర్టీఏ కార్యాలయంలో లెర్నింగ్ లైసెన్స్‌లు, డ్రైవింగ్ లైసెన్స్‌ల కోసం ఫొటోలు, సంతకాలు సేకరించే కంప్యూటర్ మొరాయించటంతో మూడు గంటలపాటు జనం అవస్థలు పడ్డారు. మధ్యాహ్నం సమయంలో తిరిగి పనిచేయటంతో వచ్చిన వారికి లైసెన్సులు మంజూరు చేశారు. — [10, 250, 474, 321]
lead-story-col-3 — [1315, 135, 1463, 437]
greater-dateline: హైదరాబాద్, న్యూఢిల్లీ, (జనంసాక్షి): — [497, 1221, 682, 1236]
story-body — [10, 1516, 474, 1681]
news-story — [10, 1684, 474, 1827]
story-headline: నల్లబెల్లం విక్రయిస్తే చర్యలు — [121, 2123, 363, 2151]
lead-text-2: రూ.17.25 లక్షల వరకు ఉంటుంది. అదేం లేదంటూనే... సిబ్బంది డబ్బులు గుంజుకుంటున్న విషయమై జిల్లా కేంద్ర ఆస్పత్రి పర్యవేక్షకుడు రాజ్యాడ్‌ను వివరణ కోరగా.. ముందుగా ఈ విషయం తన దృష్టికి రాలేదన్నారు. స్వయంగా ఎక్స్‌రే తీసే వ్యక్తే తాము ఇలా డబ్బులు వసూలు చేస్తున్నట్లు ఒప్పుకున్నారని.. దీనికి సంబంధించిన ఆధారాలున్నాయనగా.. కొద్దిరోజుల్లోనే పరిస్థితిని చక్కదిద్దుతానని తెలిపారు. ఎక్స్‌రే సిబ్బంది మాత్రం ఈసారికి తప్పు జరిగిపోయిందని, ఇకపై ఇలా చేయమని — [848, 447, 1150, 580]
lorry-text-2: రహదారులపై వసూలు విధానము అమలు చేయాలని కోరారు. తమ డిమాండ్ల పరిష్కారం కోసం రాష్ట్ర ప్రభుత్వం దిగి వచ్చి రాత పూర్వకంగా హామీ ఇచ్చేవరకు సమ్మె విరమించేది లేదని హెచ్చరించారు. ఈ కార్యక్రమంలో నాయకులు దుర్గాప్రసాద్, సలీం, శ్రీధర్‌రెడ్డిలు పాల్గొన్నారు. కొత్తగా ఏర్పడిన తెలంగాణ రాష్ట్రంలో లారీల యజమానుల సమస్యలను పరిష్కారం చేయడంలో ప్రభుత్వం నిర్లక్ష్యానికి నిరసిస్తూ ఈ నెల 24వ తేదీ నుండి నిరవధిక లారీల బంద్‌కు పిలుపునిస్తున్నట్లు తెలంగాణ రాష్ట్ర లారీ ఓనర్స్ వెల్ఫేర్ అసోసియేషన్ అధ్యక్షులు బి.నందారెడ్డి ప్రకటించారు. ఆదివారం నాడు ఆటోనగర్‌లో ఏర్పాటుచేసిన విలేఖరుల సమావేశంలో ఆయన మాట్లాడుతూ రెండు రాష్ట్ర ప్రభుత్వాలు లారీల యజమానుల సమస్యలు పరిష్కరించడంలో మెతక వైఖరి అవలంభిస్తున్నారని చెప్పారు. ఇంతకు ముందు రెండు రాష్ట్రాల రవాణా శాఖ మంత్రులు, కమిషనర్లను కలిసి ఉమ్మడి పన్ను విధానం కొనసాగించలేని పక్షంలో కనీసం పక్క రాష్ట్రాలోవున్న కౌంటర్ సిగ్నేచర్ పర్మిట్స్‌ల విధానాన్నయినా ఏర్పాటుచేయాలని వినతిపత్రం ఇచ్చిన ఎలాంటి స్పందన లేదని ఆరోపించారు. కేంద్ర, రాష్ట్ర ప్రభుత్వాలు పోటీపడి డీజిల్ ధరలను ఇష్టానుసారంగా పెంచుతున్నాయని పేర్కొన్నారు. దమాసా పద్ధతిలో జిల్లాల వారీగా సమస్య పరిష్కారం కోసం రోడ్డు టాక్స్‌లు విధించాలని కోరారు. కౌంటర్ సిగ్నేచర్ పర్మిట్స్ విషయంలో రెండు రాష్ట్ర ప్రభుత్వాలు పట్టింపులకు పోకుండా తొందరగా ఒప్పందం చేసుకుని పర్మిట్‌లు తొందరగా లారీల యజమానులు పొందేటట్లు ఉత్తర్వులు అందజేయాలని కోరారు. తమ సమస్యలు పరిష్కారం అయ్యేంతవరకు నిరవధిక సమ్మెను విరమించేది లేదని, సమ్మెను ఉధృతం చేస్తామని నందారెడ్డి హెచ్చరించారు. ఈ కార్యక్రమంలో కి.బాల్‌రెడ్డి, రాంరెడ్డి, యాదగిరిగౌడ్, జంగారెడ్డిలు పాల్గొన్నారు. — [821, 703, 1133, 1163]
story-headline: హరిత హారం కార్యక్రమాన్ని విజయవంతం చేయాలి — [874, 1440, 1093, 1491]
story-dateline: సదాశివనగర్, (జనంసాక్షి): — [834, 1498, 977, 1513]
story-text: భవిష్యత్ అంతా యువ కళాకారులదేనని, వారికి ఎన్నో అవకాశాలు లభించనున్నాయని వర్ధమాన సినీనటుడు సంపూర్ణేశ్ బాబు అన్నారు. ఆదివారం పట్టణంలో జరిగిన ఓ కార్యక్రమంలో ఆయన పాల్గొని మాట్లాడారు. యువ కళాకారులు అన్ని రంగాల్లో రాణించేందుకు చిత్రసీమలో అంతా ప్రోత్సహిస్తున్నారన్నారు. భవిష్యత్తులో వారు ఎన్నో విజయాలు సాధిస్తారన్నారు. ఈ సందర్భంగా గజ్వేల్ పట్టణానికి చెందిన యువ రచయిత మునిగంటి రాజేశ్ రచించిన 'నీకోసం' కవితా సంపుటిని ఆవిష్కరించారు. అంతకుముందు ప్రజ్ఞాపూర్‌లోని 'ఆశాజ్యోతి' కేంద్రంలో ఆశ్రయం పొందుతున్న హెచ్‌ఐవీ బాధిత అనాథ చిన్నారులకు నవ యువజన సంఘం ఆధ్వర్యంలో సంపూర్ణేశ్ బాబు పుస్తకాలు అందజేశారు. కార్యక్రమంలో జీపీఎస్ చైర్మన్ భాస్కర్, నవ యువజన సంఘం అధ్యక్షుడు దేశబోయిన నర్సింలు, సభ్యులు లక్ష్మణ్, సంతోష్‌చారి, శ్రీధర్ తదితరులు పాల్గొన్నారు. — [10, 1516, 475, 1678]
edition-city: కరీంనగర్ — [1394, 6, 1450, 25]
greater-story-grid — [497, 1220, 1133, 1416]
story-text: నగరంలో కమాన్ బజార్, స్టేషన్‌రోడ్డు ప్రాంతాల్లో ఉన్న పుస్తక విక్రయశాలల్లో సోమవారం రద్దీగా మారాయి. పాఠశాలలు ప్రారంభం కావటంతో పుస్తకాలకోసం విద్యార్థులు, తల్లిదండ్రులు విక్రయశాలలకు బారులు తీరారు. కమాన్ బజార్‌లో వీరి తాకిడికి ట్రాఫిక్ పూర్తిగా స్తంభించిపోవటంతో పోలీసులు జోక్యం చేసుకోవాల్సి వచ్చింది. కొన్ని విక్రయశాలల్లో పాఠ్యపుస్తకాలు కొంటేనే నోటు పుస్తకాలు ఇస్తామని చెప్పటంతో పలు దుకాణాల్లో వాగ్వాదం చోటు చేసుకుంది. — [10, 360, 474, 449]
story-headline: భవిష్యత్ అంతా యువ కళాకారులదే వర్ధమాన సినీ నటుడు సంపూర్ణేశ్‌బాబు — [11, 1455, 473, 1511]
news-story — [10, 43, 474, 214]
news-story — [10, 2124, 474, 2247]
news-story — [1159, 1383, 1476, 1890]
story-body — [835, 1496, 1134, 1643]
news-story — [835, 1836, 1134, 2020]
greater-story-col-2 — [822, 1220, 1134, 1416]
news-story — [10, 1152, 474, 1451]
story-text: మండలంలోని నాయకన్‌గూడెం, గురువాయి గూడెం పాఠశాలల్లో ఉపాధ్యాయుల పనితీరుపై జిల్లా పరిషత్ అధ్యక్షురాలు గడిపల్లి కవిత ఆగ్రహం వ్యక్తం చేశారు. సోమవారం ఈ పాఠశాలలో ఆమె ఆకస్మికంగా తనిఖీలు చేశారు. నాయకన్‌గూడెంలో గత ఏడాది పదో తరగతి ఫలితాలు ఆశాజనకంగా లేకపోవటంతో ఉపాధ్యాయులపై ఆగ్రహం వ్యక్తం చేశారు. ప్రభుత్వం అన్ని సదుపాయాలు కల్పిస్తున్నా సరైన ఫలితాలు రాకపోవటం సరికాదన్నారు. ఉపాధ్యాయులు వారి పనితీరును మెరుగు పరుచుకోవాలని సూచించారు. గురువాయి గూడెంలో ఓ ఉపాధ్యాయుడు విధులకు సరిగా హాజరుకావట్లేదంటూ గ్రామస్థులు ఆమెకు ఫిర్యాదు చేశారు. ఆ ఉపాధ్యాయుడిని బదిలీ చేయాలంటూ ఆమె ఆదేశించారు. ఈ కార్యక్రమంలో ఆమె వెంట జడ్పీటీసీ సభ్యుడు రామచంద్రనాయక్, ఎంపీడీవో విద్యాచందన, ఎంఈవో సత్యనారాయణ రెడ్డి తదితరులు పాల్గొన్నారు. — [10, 874, 474, 1036]
news-story — [835, 1647, 1134, 1831]
news-story — [10, 455, 474, 626]
story-dateline: చిట్యాల, (జనంసాక్షి): — [497, 1472, 602, 1486]
story-text: ఎన్నికలకు ముందు దళితుడినే ముఖ్యమంత్రిని చేస్తామని హామీఇచ్చిన వారే.. ఆ తర్వాత విస్మరించారని మాజీ ఉప ముఖ్యమంత్రి దామోదర రాజనర్సింహ అన్నారు. 50 ఏళ్లు పోరాడైనా దళితుడిని తెలంగాణ ముఖ్యమంత్రిగా చేసుకుంటామని ఉద్వేగంగా మాట్లాడారు. రాయికోడ్ మండలంలోని రాయిపల్లి(సి) గ్రామంలో ఏర్పాటుచేసిన అంబేద్కర్ విగ్రహాన్ని ఆదివారం ఆయన ఆవిష్కరించారు. ఈ సందర్భంగా ఏర్పాటుచేసిన సమావేశంలో మాట్లాడారు. చిన్న రాష్ట్రాలతోనే అభివృద్ధి సాధ్యమని అంబేద్కర్ పేర్కొన్నారని, ఆయన రాసిన రాజ్యాంగంతోనే తెలంగాణ రాష్ట్రం సాధ్యమైందన్నారు. దళిత, గిరిజనుల కోసం మూడేళ్ల క్రితం ఎస్సీ, ఎస్టీ ఉపప్రణాళికను తీసుకొచ్చామని, ఆ నిధులన్నీ ఏమయ్యాయో తెలుసుకుని దళిత కాలనీల అభివృద్ధి చెందేలా మేధావులందరూ పోరాడాలని కోరారు. ప్రసంగ సమయంలో వర్షం మొదలవడంతో 'వర్షం శుభసూచకం.. మరో ఉద్యమానికి నాంది' అంటూ ఉత్సాహపరిచారు. కార్యక్రమంలో ఎంపీపీ వెంకట్‌రావు, జడ్పీటీసీ అంజయ్య, అంబేద్కర్ స్టడీసర్కిల్ జిల్లా వ్యవస్థాపకులు గౌతమ్, రామారావు, మండలశాఖ అధ్యక్షుడు విఠల్, పీఏసీఎస్ చైర్మన్ నజీర్, సర్పంచులు శామమ్మ, సంజీవ్, నవీన్, యాదన్న, సతీష్ తదితరులున్నారు. — [10, 1213, 474, 1449]
story-body — [10, 1863, 474, 1973]
